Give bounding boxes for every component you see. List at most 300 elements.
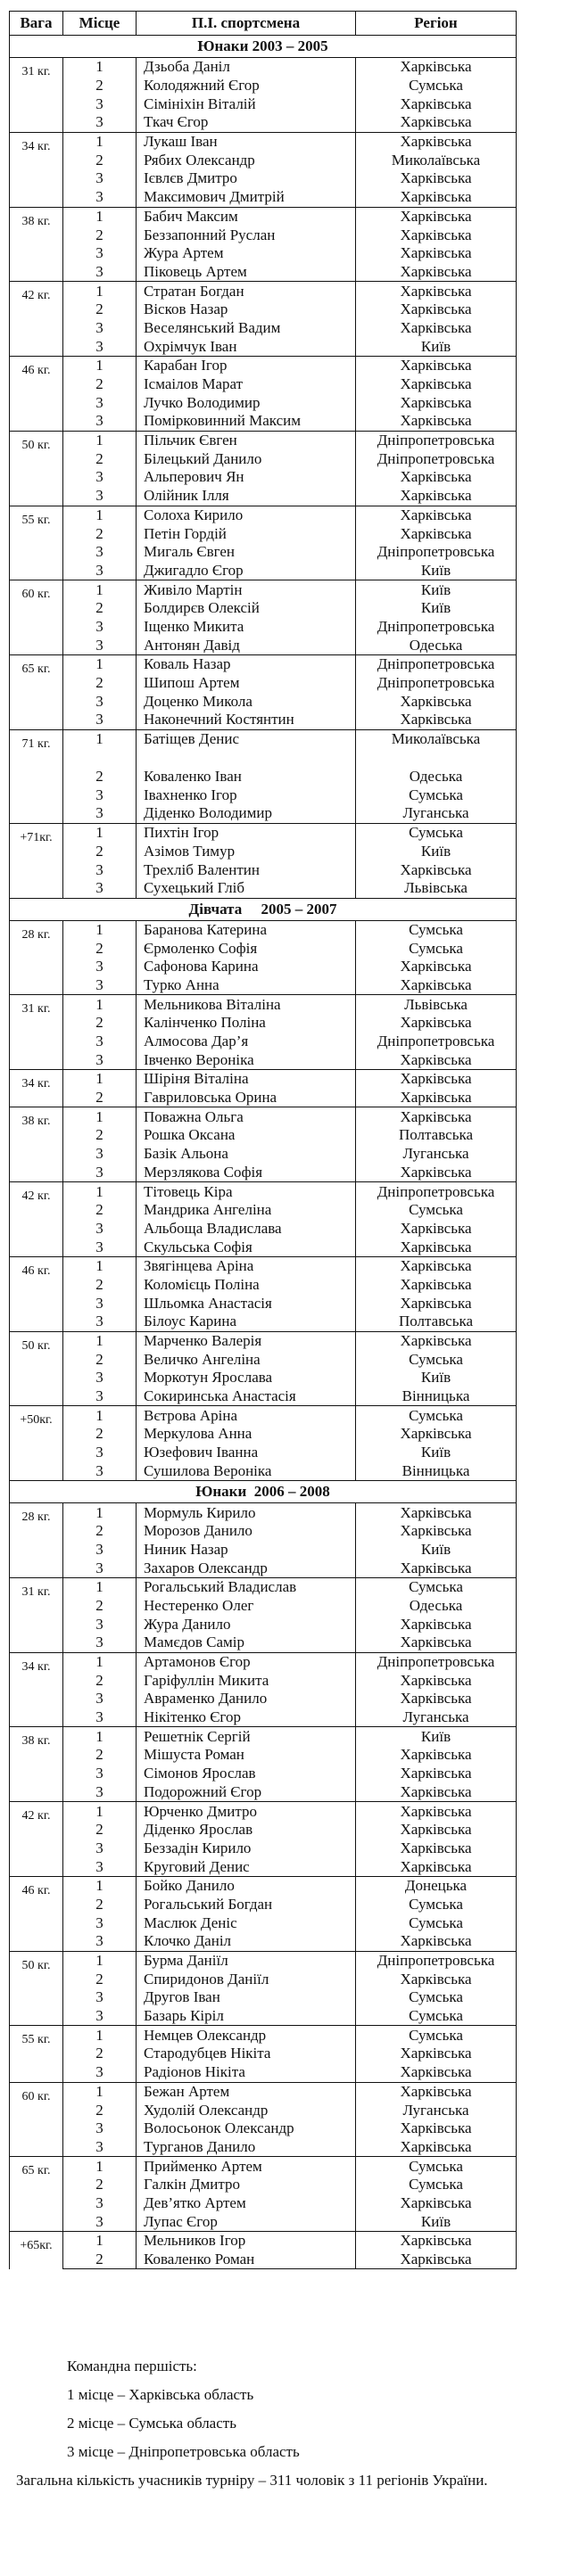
results-table [9, 11, 517, 2269]
table-row [10, 2251, 517, 2269]
athlete-name-cell: Максимович Дмитрій [137, 188, 356, 207]
region-cell: Харківська [356, 1765, 517, 1783]
weight-category: 38 кг. [10, 1107, 63, 1182]
table-row [10, 1369, 517, 1387]
athlete-name-cell: Помірковинний Максим [137, 412, 356, 431]
table-row [10, 1671, 517, 1690]
place-cell: 2 [63, 1276, 137, 1295]
region-cell: Харківська [356, 1276, 517, 1295]
table-row [10, 2138, 517, 2157]
athlete-name-cell: Сафонова Карина [137, 958, 356, 976]
region-cell: Харківська [356, 1050, 517, 1069]
table-row [10, 151, 517, 169]
athlete-name-cell: Мандрика Ангеліна [137, 1201, 356, 1220]
athlete-name-cell: Артамонов Єгор [137, 1652, 356, 1671]
table-row [10, 1652, 517, 1671]
athlete-name-cell: Діденко Ярослав [137, 1821, 356, 1839]
weight-category: 71 кг. [10, 729, 63, 823]
table-row [10, 1126, 517, 1145]
region-cell: Київ [356, 2212, 517, 2231]
athlete-name-cell: Шіріня Віталіна [137, 1070, 356, 1089]
place-cell: 1 [63, 1802, 137, 1821]
athlete-name-cell: Морозов Данило [137, 1522, 356, 1541]
place-cell: 1 [63, 2082, 137, 2101]
place-cell: 3 [63, 1313, 137, 1331]
athlete-name-cell: Доценко Микола [137, 692, 356, 711]
athlete-name-cell: Нікітенко Єгор [137, 1708, 356, 1727]
table-row [10, 2119, 517, 2138]
place-cell: 3 [63, 2119, 137, 2138]
region-cell: Харківська [356, 113, 517, 132]
place-cell: 3 [63, 2194, 137, 2213]
table-row [10, 1522, 517, 1541]
place-cell: 3 [63, 337, 137, 356]
region-cell: Донецька [356, 1876, 517, 1895]
region-cell: Київ [356, 1727, 517, 1746]
athlete-name-cell: Мельникова Віталіна [137, 995, 356, 1014]
region-cell: Миколаївська [356, 151, 517, 169]
place-cell: 1 [63, 1577, 137, 1596]
athlete-name-cell: Іщенко Микита [137, 618, 356, 637]
place-cell: 1 [63, 1107, 137, 1126]
place-cell: 2 [63, 939, 137, 958]
place-cell: 2 [63, 449, 137, 468]
team-place-3: 3 місце – Дніпропетровська область [67, 2443, 300, 2460]
table-row [10, 674, 517, 693]
table-row [10, 1462, 517, 1481]
table-row [10, 393, 517, 412]
region-cell: Харківська [356, 1634, 517, 1652]
table-row [10, 1164, 517, 1182]
table-row [10, 2045, 517, 2063]
place-cell: 2 [63, 1201, 137, 1220]
table-row [10, 1033, 517, 1051]
athlete-name-cell: Меркулова Анна [137, 1425, 356, 1444]
place-cell: 1 [63, 357, 137, 375]
region-cell: Харківська [356, 1690, 517, 1708]
place-cell: 1 [63, 655, 137, 674]
table-row [10, 976, 517, 995]
weight-category: 50 кг. [10, 1331, 63, 1406]
athlete-name-cell: Піковець Артем [137, 263, 356, 282]
region-cell: Харківська [356, 1970, 517, 1988]
table-row [10, 1050, 517, 1069]
region-cell: Харківська [356, 1164, 517, 1182]
table-row [10, 2194, 517, 2213]
section-header-row [10, 898, 517, 920]
table-row [10, 1256, 517, 1275]
place-cell: 3 [63, 1615, 137, 1634]
athlete-name-cell: Баранова Катерина [137, 920, 356, 939]
table-row [10, 113, 517, 132]
region-cell: Одеська [356, 768, 517, 786]
place-cell: 1 [63, 1406, 137, 1425]
athlete-name-cell: Ниник Назар [137, 1541, 356, 1560]
region-cell: Луганська [356, 1708, 517, 1727]
table-row [10, 1932, 517, 1951]
place-cell: 2 [63, 77, 137, 95]
region-cell: Харківська [356, 1746, 517, 1765]
table-row [10, 543, 517, 562]
place-cell: 3 [63, 1238, 137, 1256]
athlete-name-cell: Бабич Максим [137, 207, 356, 226]
table-row [10, 1182, 517, 1201]
table-row [10, 1313, 517, 1331]
athlete-name-cell: Звягінцева Аріна [137, 1256, 356, 1275]
place-cell: 3 [63, 487, 137, 506]
weight-category: 34 кг. [10, 132, 63, 207]
table-row [10, 2176, 517, 2194]
athlete-name-cell: Лучко Володимир [137, 393, 356, 412]
region-cell: Сумська [356, 786, 517, 804]
athlete-name-cell: Беззапонний Руслан [137, 226, 356, 244]
section-title: Юнаки 2003 – 2005 [10, 36, 517, 58]
athlete-name-cell: Рябих Олександр [137, 151, 356, 169]
header-region: Регіон [356, 12, 517, 36]
place-cell: 1 [63, 729, 137, 768]
table-row [10, 804, 517, 823]
athlete-name-cell: Коваль Назар [137, 655, 356, 674]
athlete-name-cell: Білецький Данило [137, 449, 356, 468]
athlete-name-cell: Шипош Артем [137, 674, 356, 693]
place-cell: 2 [63, 1821, 137, 1839]
athlete-name-cell: Пихтін Ігор [137, 823, 356, 842]
table-row [10, 1821, 517, 1839]
table-row [10, 282, 517, 300]
athlete-name-cell: Батіщев Денис [137, 729, 356, 768]
region-cell: Харківська [356, 375, 517, 394]
region-cell: Харківська [356, 2082, 517, 2101]
athlete-name-cell: Юрченко Дмитро [137, 1802, 356, 1821]
table-row [10, 1690, 517, 1708]
table-row [10, 487, 517, 506]
athlete-name-cell: Решетнік Сергій [137, 1727, 356, 1746]
athlete-name-cell: Немцев Олександр [137, 2026, 356, 2045]
region-cell: Харківська [356, 976, 517, 995]
table-row [10, 1201, 517, 1220]
place-cell: 2 [63, 843, 137, 861]
place-cell: 1 [63, 1182, 137, 1201]
place-cell: 1 [63, 1727, 137, 1746]
weight-category: 50 кг. [10, 431, 63, 506]
athlete-name-cell: Дев’ятко Артем [137, 2194, 356, 2213]
region-cell: Дніпропетровська [356, 1182, 517, 1201]
athlete-name-cell: Карабан Ігор [137, 357, 356, 375]
region-cell: Сумська [356, 1201, 517, 1220]
section-block [10, 1481, 517, 2269]
region-cell: Харківська [356, 1821, 517, 1839]
athlete-name-cell: Спиридонов Даніїл [137, 1970, 356, 1988]
table-row [10, 920, 517, 939]
region-cell: Харківська [356, 1331, 517, 1350]
region-cell: Харківська [356, 468, 517, 487]
place-cell: 3 [63, 879, 137, 898]
table-row [10, 188, 517, 207]
athlete-name-cell: Сімініхін Віталій [137, 95, 356, 113]
table-row [10, 412, 517, 431]
place-cell: 1 [63, 1256, 137, 1275]
place-cell: 2 [63, 2045, 137, 2063]
region-cell: Сумська [356, 2176, 517, 2194]
region-cell: Харківська [356, 263, 517, 282]
athlete-name-cell: Альбоща Владислава [137, 1220, 356, 1239]
place-cell: 3 [63, 1765, 137, 1783]
region-cell: Харківська [356, 1503, 517, 1522]
athlete-name-cell: Скульська Софія [137, 1238, 356, 1256]
weight-category: 31 кг. [10, 1577, 63, 1652]
table-row [10, 1070, 517, 1089]
place-cell: 2 [63, 151, 137, 169]
weight-category: 34 кг. [10, 1070, 63, 1107]
region-cell: Харківська [356, 1932, 517, 1951]
place-cell: 3 [63, 618, 137, 637]
place-cell: 3 [63, 1050, 137, 1069]
region-cell: Сумська [356, 920, 517, 939]
place-cell: 2 [63, 300, 137, 319]
table-row [10, 562, 517, 580]
athlete-name-cell: Рогальський Богдан [137, 1896, 356, 1914]
place-cell: 2 [63, 1597, 137, 1616]
region-cell: Луганська [356, 2101, 517, 2119]
athlete-name-cell: Діденко Володимир [137, 804, 356, 823]
table-row [10, 1951, 517, 1970]
athlete-name-cell: Мамєдов Самір [137, 1634, 356, 1652]
place-cell: 1 [63, 1331, 137, 1350]
region-cell: Харківська [356, 2138, 517, 2157]
athlete-name-cell: Нестеренко Олег [137, 1597, 356, 1616]
table-row [10, 226, 517, 244]
section-header-row [10, 36, 517, 58]
place-cell: 2 [63, 1970, 137, 1988]
place-cell: 3 [63, 1559, 137, 1577]
region-cell: Дніпропетровська [356, 674, 517, 693]
athlete-name-cell: Олійник Ілля [137, 487, 356, 506]
region-cell: Київ [356, 1444, 517, 1462]
region-cell: Харківська [356, 1857, 517, 1876]
athlete-name-cell: Марченко Валерія [137, 1331, 356, 1350]
place-cell: 3 [63, 1541, 137, 1560]
place-cell: 2 [63, 1089, 137, 1107]
place-cell: 3 [63, 860, 137, 879]
total-participants: Загальна кількість учасників турніру – 311 чоловік з 11 регіонів України. [16, 2472, 488, 2489]
table-row [10, 618, 517, 637]
region-cell: Харківська [356, 1671, 517, 1690]
table-header-row [10, 12, 517, 36]
athlete-name-cell: Коваленко Роман [137, 2251, 356, 2269]
athlete-name-cell: Лукаш Іван [137, 132, 356, 151]
region-cell: Харківська [356, 207, 517, 226]
table-row [10, 1913, 517, 1932]
athlete-name-cell: Бойко Данило [137, 1876, 356, 1895]
team-place-1: 1 місце – Харківська область [67, 2386, 254, 2403]
place-cell: 1 [63, 823, 137, 842]
table-row [10, 1294, 517, 1313]
table-row [10, 468, 517, 487]
place-cell: 3 [63, 1220, 137, 1239]
section-block [10, 898, 517, 1481]
table-row [10, 1220, 517, 1239]
table-row [10, 169, 517, 188]
table-row [10, 300, 517, 319]
athlete-name-cell: Базарь Кіріл [137, 2007, 356, 2026]
table-row [10, 319, 517, 338]
place-cell: 2 [63, 1126, 137, 1145]
place-cell: 3 [63, 468, 137, 487]
athlete-name-cell: Пільчик Євген [137, 431, 356, 449]
place-cell: 3 [63, 319, 137, 338]
place-cell: 1 [63, 132, 137, 151]
place-cell: 3 [63, 804, 137, 823]
table-row [10, 1634, 517, 1652]
weight-category: 55 кг. [10, 506, 63, 580]
place-cell: 1 [63, 207, 137, 226]
athlete-name-cell: Турганов Данило [137, 2138, 356, 2157]
place-cell: 3 [63, 1462, 137, 1481]
table-row [10, 1727, 517, 1746]
region-cell: Київ [356, 562, 517, 580]
region-cell: Харківська [356, 2232, 517, 2251]
place-cell: 3 [63, 562, 137, 580]
region-cell: Київ [356, 337, 517, 356]
athlete-name-cell: Подорожний Єгор [137, 1783, 356, 1802]
table-row [10, 524, 517, 543]
table-row [10, 995, 517, 1014]
place-cell: 3 [63, 1033, 137, 1051]
table-row [10, 1597, 517, 1616]
header-place: Місце [63, 12, 137, 36]
athlete-name-cell: Азімов Тимур [137, 843, 356, 861]
table-row [10, 823, 517, 842]
athlete-name-cell: Поважна Ольга [137, 1107, 356, 1126]
region-cell: Харківська [356, 1089, 517, 1107]
athlete-name-cell: Калінченко Поліна [137, 1014, 356, 1033]
table-row [10, 244, 517, 263]
table-row [10, 207, 517, 226]
table-row [10, 2007, 517, 2026]
place-cell: 1 [63, 920, 137, 939]
place-cell: 2 [63, 375, 137, 394]
region-cell: Дніпропетровська [356, 1652, 517, 1671]
table-row [10, 1541, 517, 1560]
table-row [10, 337, 517, 356]
athlete-name-cell: Авраменко Данило [137, 1690, 356, 1708]
table-row [10, 2082, 517, 2101]
place-cell: 3 [63, 1294, 137, 1313]
place-cell: 1 [63, 1652, 137, 1671]
athlete-name-cell: Круговий Денис [137, 1857, 356, 1876]
place-cell: 2 [63, 2251, 137, 2269]
athlete-name-cell: Алмосова Дар’я [137, 1033, 356, 1051]
region-cell: Дніпропетровська [356, 1951, 517, 1970]
weight-category: 31 кг. [10, 995, 63, 1070]
region-cell: Харківська [356, 958, 517, 976]
region-cell: Харківська [356, 524, 517, 543]
weight-category: 28 кг. [10, 920, 63, 995]
table-row [10, 1857, 517, 1876]
place-cell: 3 [63, 1857, 137, 1876]
athlete-name-cell: Вєтрова Аріна [137, 1406, 356, 1425]
place-cell: 2 [63, 2101, 137, 2119]
weight-category: 60 кг. [10, 2082, 63, 2157]
table-row [10, 449, 517, 468]
table-row [10, 2101, 517, 2119]
region-cell: Вінницька [356, 1387, 517, 1406]
athlete-name-cell: Шльомка Анастасія [137, 1294, 356, 1313]
athlete-name-cell: Бежан Артем [137, 2082, 356, 2101]
region-cell: Луганська [356, 1145, 517, 1164]
region-cell: Миколаївська [356, 729, 517, 768]
header-athlete-name: П.І. спортсмена [137, 12, 356, 36]
table-row [10, 1107, 517, 1126]
table-row [10, 768, 517, 786]
region-cell: Харківська [356, 1802, 517, 1821]
table-row [10, 2232, 517, 2251]
place-cell: 3 [63, 1988, 137, 2007]
region-cell: Полтавська [356, 1126, 517, 1145]
place-cell: 2 [63, 1896, 137, 1914]
place-cell: 2 [63, 1522, 137, 1541]
region-cell: Харківська [356, 300, 517, 319]
place-cell: 3 [63, 113, 137, 132]
athlete-name-cell: Галкін Дмитро [137, 2176, 356, 2194]
athlete-name-cell: Беззадін Кирило [137, 1839, 356, 1858]
section-title: Юнаки 2006 – 2008 [10, 1481, 517, 1503]
table-row [10, 1350, 517, 1369]
weight-category: 34 кг. [10, 1652, 63, 1727]
table-row [10, 939, 517, 958]
athlete-name-cell: Мельников Ігор [137, 2232, 356, 2251]
athlete-name-cell: Білоус Карина [137, 1313, 356, 1331]
table-row [10, 1577, 517, 1596]
place-cell: 3 [63, 711, 137, 729]
athlete-name-cell: Живіло Мартін [137, 580, 356, 599]
place-cell: 3 [63, 393, 137, 412]
region-cell: Київ [356, 580, 517, 599]
athlete-name-cell: Гавриловська Орина [137, 1089, 356, 1107]
place-cell: 2 [63, 1014, 137, 1033]
athlete-name-cell: Маслюк Деніс [137, 1913, 356, 1932]
table-row [10, 692, 517, 711]
place-cell: 3 [63, 1387, 137, 1406]
region-cell: Харківська [356, 487, 517, 506]
table-row [10, 132, 517, 151]
athlete-name-cell: Наконечний Костянтин [137, 711, 356, 729]
place-cell: 2 [63, 2176, 137, 2194]
results-document [9, 11, 516, 2269]
region-cell: Харківська [356, 1256, 517, 1275]
weight-category: 65 кг. [10, 2157, 63, 2232]
athlete-name-cell: Трехліб Валентин [137, 860, 356, 879]
place-cell: 1 [63, 580, 137, 599]
region-cell: Дніпропетровська [356, 618, 517, 637]
weight-category: 55 кг. [10, 2026, 63, 2082]
table-row [10, 1444, 517, 1462]
region-cell: Харківська [356, 506, 517, 524]
place-cell: 3 [63, 244, 137, 263]
athlete-name-cell: Дзьоба Даніл [137, 58, 356, 77]
table-row [10, 1876, 517, 1895]
place-cell: 1 [63, 431, 137, 449]
region-cell: Харківська [356, 188, 517, 207]
athlete-name-cell: Тітовець Кіра [137, 1182, 356, 1201]
place-cell: 3 [63, 958, 137, 976]
region-cell: Харківська [356, 169, 517, 188]
team-standings-title: Командна першість: [67, 2358, 197, 2374]
region-cell: Харківська [356, 1839, 517, 1858]
region-cell: Харківська [356, 1107, 517, 1126]
place-cell: 3 [63, 188, 137, 207]
athlete-name-cell: Мерзлякова Софія [137, 1164, 356, 1182]
